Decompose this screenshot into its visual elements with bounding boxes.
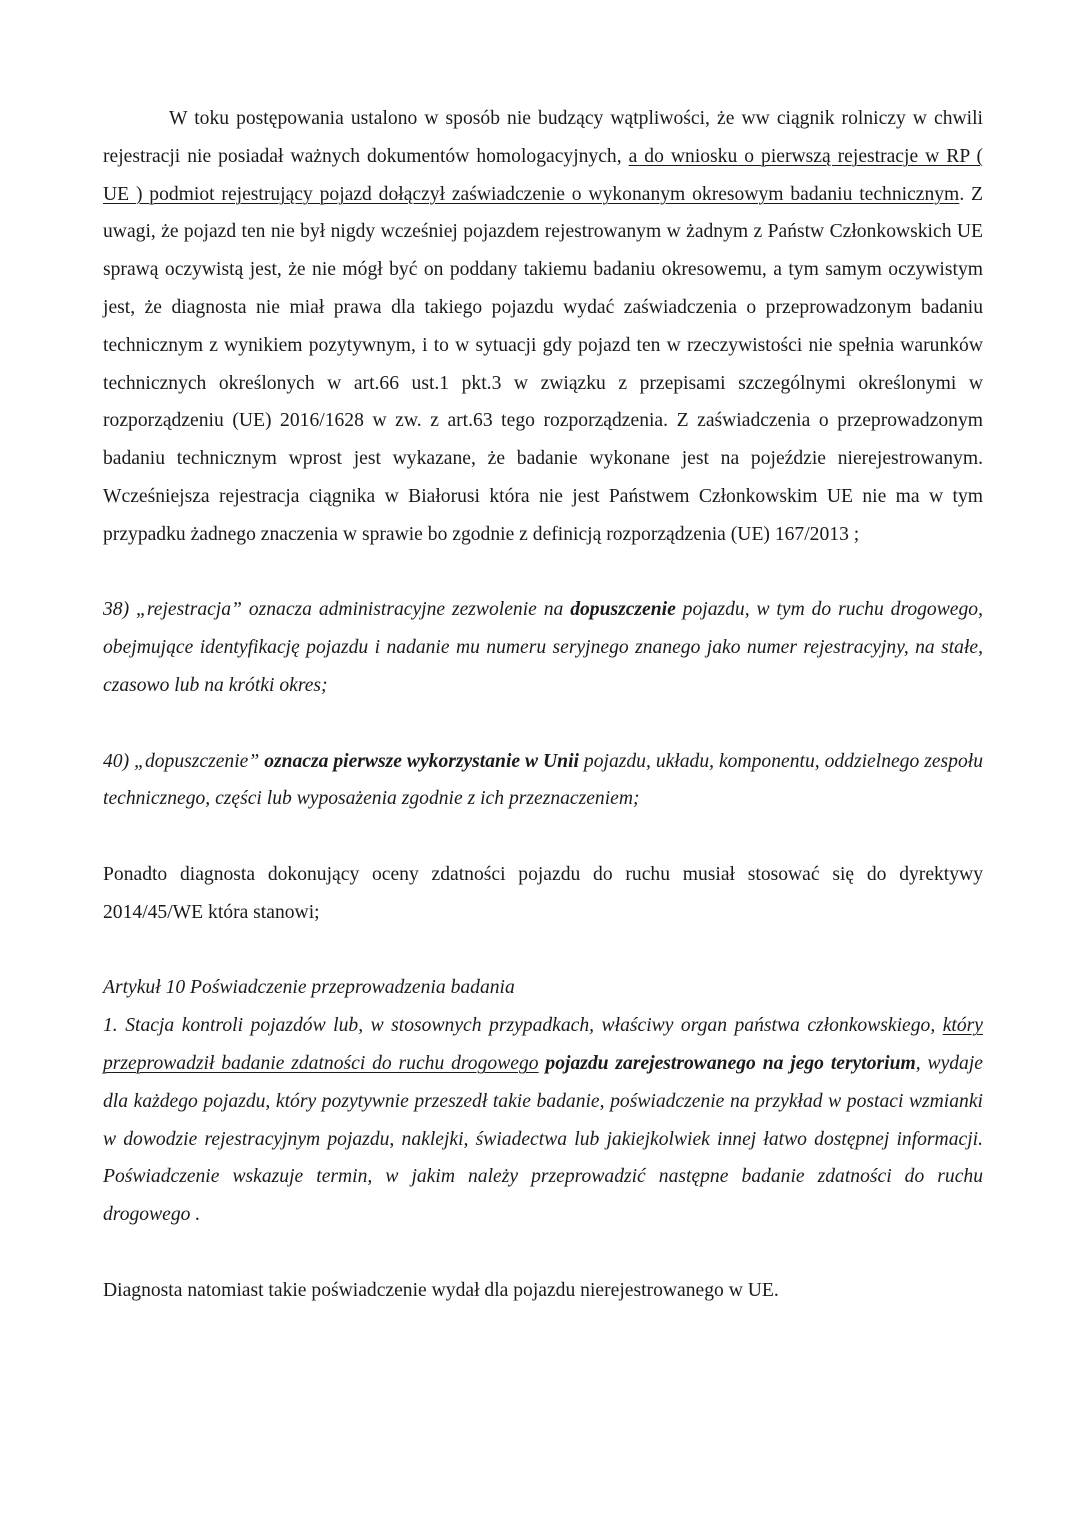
article-10-text-1: 1. Stacja kontroli pojazdów lub, w stosownych przypadkach, właściwy organ państwa członkowskiego, [103, 1015, 943, 1037]
spacer [103, 1234, 983, 1272]
paragraph-conclusion: Diagnosta natomiast takie poświadczenie wydał dla pojazdu nierejestrowanego w UE. [103, 1279, 779, 1301]
definition-40 [103, 743, 983, 819]
definition-38-text-2: pojazdu, w tym do ruchu drogowego, obejmujące identyfikację pojazdu i nadanie mu numeru seryjnego znanego jako numer rejestracyjny, na stałe, czasowo lub na krótki okres; [103, 599, 983, 696]
document-page [103, 100, 983, 1310]
article-10-body [103, 1007, 983, 1234]
findings-text-1: W toku postępowania ustalono w sposób nie budzący wątpliwości, że ww ciągnik rolniczy w chwili rejestracji nie posiadał ważnych dokumentów homologacyjnych, [103, 108, 983, 167]
definition-40-text-2: pojazdu, układu, komponentu, oddzielnego zespołu technicznego, części lub wyposażenia zgodnie z ich przeznaczeniem; [103, 750, 983, 810]
paragraph-findings [103, 100, 983, 554]
findings-text-2: . Z uwagi, że pojazd ten nie był nigdy wcześniej pojazdem rejestrowanym w żadnym z Państw Członkowskich UE sprawą oczywistą jest, że nie mógł być on poddany takiemu badaniu okresowemu, a tym samym oczywistym jest, że diagnosta nie miał prawa dla takiego pojazdu wydać zaświadczenia o przeprowadzonym badaniu technicznym z wynikiem pozytywnym, i to w sytuacji gdy pojazd ten w rzeczywistości nie spełnia warunków technicznych określonych w art.66 ust.1 pkt.3 w związku z przepisami szczególnymi określonymi w rozporządzeniu (UE) 2016/1628 w zw. z art.63 tego rozporządzenia. Z zaświadczenia o przeprowadzonym badaniu technicznym wprost jest wykazane, że badanie wykonane jest na pojeździe nierejestrowanym. Wcześniejsza rejestracja ciągnika w Białorusi która nie jest Państwem Członkowskim UE nie ma w tym przypadku żadnego znaczenia w sprawie bo zgodnie z definicją rozporządzenia (UE) 167/2013 ; [103, 183, 983, 545]
article-10-heading: Artykuł 10 Poświadczenie przeprowadzenia badania [103, 977, 515, 999]
spacer [103, 818, 983, 856]
definition-40-text-1: 40) „dopuszczenie” [103, 750, 265, 772]
article-10-bold: pojazdu zarejestrowanego na jego terytorium [545, 1052, 916, 1074]
definition-40-bold: oznacza pierwsze wykorzystanie w Unii [264, 750, 579, 772]
definition-38-bold: dopuszczenie [570, 599, 676, 621]
findings-underlined-text: a do wniosku o pierwszą rejestracje w RP ( UE ) podmiot rejestrujący pojazd dołączył zaświadczenie o wykonanym okresowym badaniu technicznym [103, 145, 984, 205]
spacer [103, 554, 983, 592]
definition-38-text-1: 38) „rejestracja” oznacza administracyjne zezwolenie na [103, 599, 571, 621]
spacer [103, 932, 983, 970]
spacer [103, 705, 983, 743]
paragraph-directive: Ponadto diagnosta dokonujący oceny zdatności pojazdu do ruchu musiał stosować się do dyrektywy 2014/45/WE która stanowi; [103, 863, 983, 923]
definition-38 [103, 591, 983, 704]
article-10-text-2: , wydaje dla każdego pojazdu, który pozytywnie przeszedł takie badanie, poświadczenie na przykład w postaci wzmianki w dowodzie rejestracyjnym pojazdu, naklejki, świadectwa lub jakiejkolwiek innej łatwo dostępnej informacji. Poświadczenie wskazuje termin, w jakim należy przeprowadzić następne badanie zdatności do ruchu drogowego . [103, 1052, 983, 1226]
article-10-underlined: który przeprowadził badanie zdatności do ruchu drogowego [103, 1015, 983, 1074]
